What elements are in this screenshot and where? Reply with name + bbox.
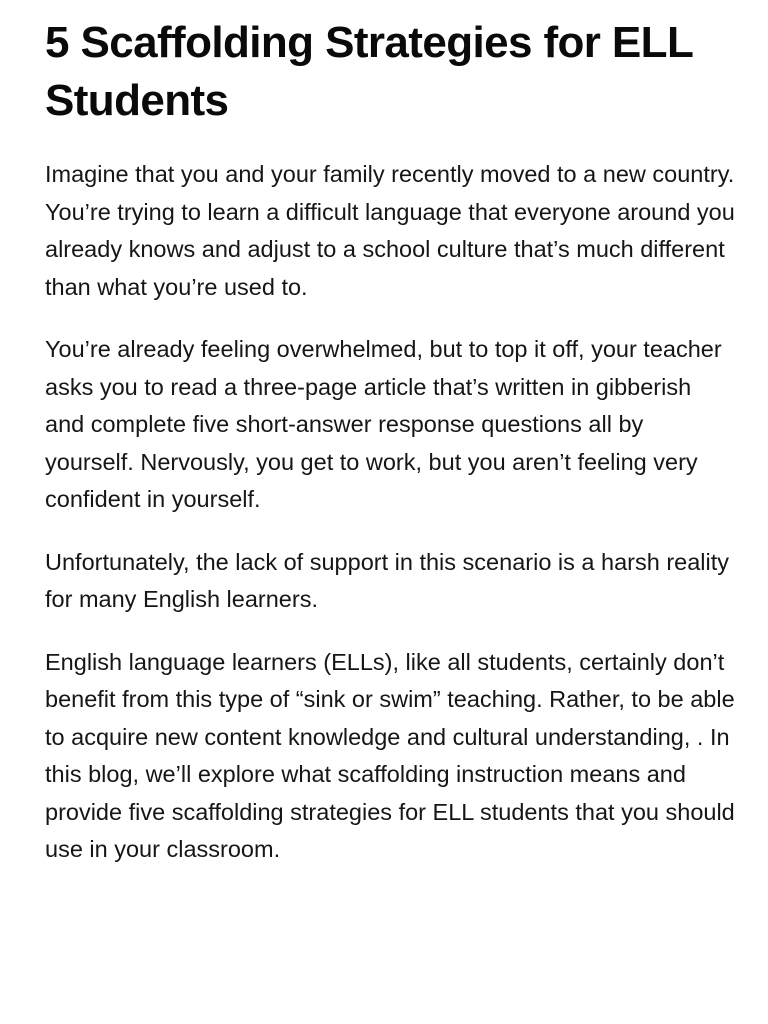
article-paragraph-2: You’re already feeling overwhelmed, but to top it off, your teacher asks you to read a three-page article that’s written in gibberish and complete five short-answer response questions all by yourself. Nervously, you get to work, but you aren’t feeling very confident in yourself. (45, 336, 722, 512)
article-title: 5 Scaffolding Strategies for ELL Students (45, 18, 693, 125)
article-paragraph-3: Unfortunately, the lack of support in this scenario is a harsh reality for many English learners. (45, 548, 730, 612)
article (45, 14, 735, 894)
article-paragraph-1: Imagine that you and your family recently moved to a new country. You’re trying to learn a difficult language that everyone around you already knows and adjust to a school culture that’s much different than what you’re used to. (45, 161, 735, 300)
article-paragraph-4: English language learners (ELLs), like all students, certainly don’t benefit from this type of “sink or swim” teaching. Rather, to be able to acquire new content knowledge and cultural understanding, . In this blog, we’ll explore what scaffolding instruction means and provide five scaffolding strategies for ELL students that you should use in your classroom. (45, 648, 735, 862)
